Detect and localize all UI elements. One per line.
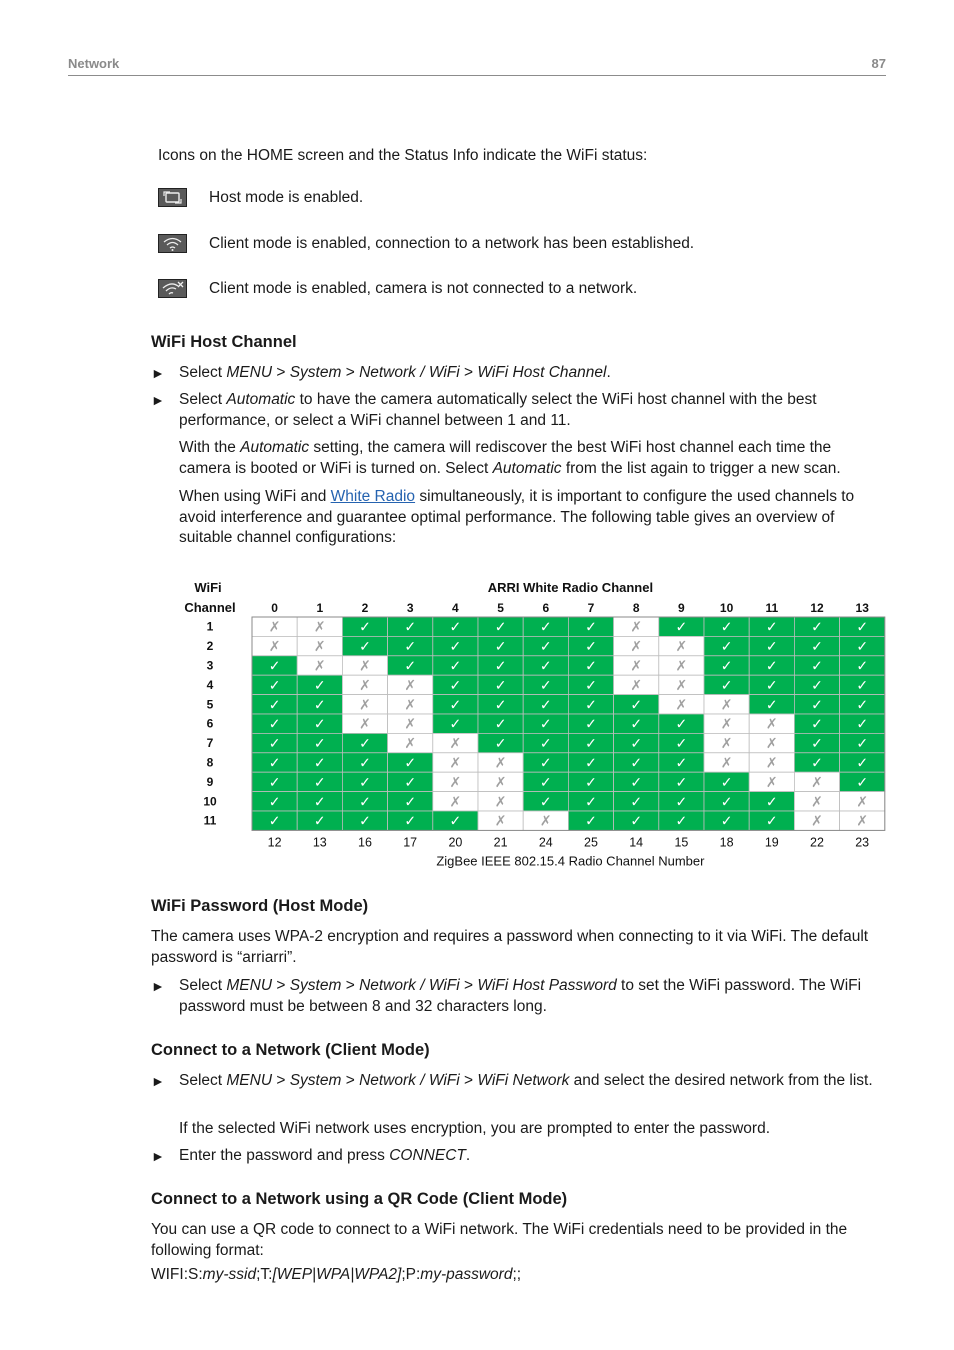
cross-icon: ✗ (720, 754, 733, 771)
check-icon: ✓ (359, 793, 371, 810)
check-icon: ✓ (630, 715, 643, 732)
check-icon: ✓ (268, 715, 281, 732)
client-step-2: Enter the password and press CONNECT. (179, 1147, 471, 1164)
check-icon: ✓ (585, 735, 597, 752)
row-label: 1 (206, 619, 214, 634)
cross-icon: ✗ (404, 696, 417, 713)
check-icon: ✓ (856, 657, 869, 674)
section-title: Network (68, 56, 120, 71)
check-icon: ✓ (856, 773, 869, 790)
column-label: 11 (765, 601, 779, 615)
cross-icon: ✗ (765, 754, 778, 771)
column-label: 6 (542, 601, 550, 615)
check-icon: ✓ (539, 773, 552, 790)
zigbee-label: 16 (358, 835, 372, 850)
bullet-icon: ► (151, 365, 165, 381)
check-icon: ✓ (585, 618, 597, 635)
check-icon: ✓ (449, 812, 462, 829)
cross-icon: ✗ (313, 638, 326, 655)
row-label: 9 (206, 774, 214, 789)
check-icon: ✓ (268, 812, 281, 829)
check-icon: ✓ (449, 676, 462, 693)
check-icon: ✓ (765, 812, 778, 829)
cross-icon: ✗ (675, 696, 688, 713)
check-icon: ✓ (811, 715, 823, 732)
check-icon: ✓ (811, 638, 823, 655)
cross-icon: ✗ (811, 773, 823, 790)
cross-icon: ✗ (630, 618, 643, 635)
column-label: 4 (452, 601, 459, 615)
bullet-icon: ► (151, 1148, 165, 1164)
check-icon: ✓ (811, 676, 823, 693)
cross-icon: ✗ (675, 657, 688, 674)
check-icon: ✓ (449, 715, 462, 732)
zigbee-label: 22 (810, 835, 824, 850)
check-icon: ✓ (811, 657, 823, 674)
cross-icon: ✗ (359, 676, 371, 693)
zigbee-label: 13 (312, 835, 327, 850)
cross-icon: ✗ (494, 812, 507, 829)
check-icon: ✓ (630, 735, 643, 752)
host-channel-step-1: Select MENU > System > Network / WiFi > WiFi Host Channel. (179, 364, 611, 381)
check-icon: ✓ (313, 696, 326, 713)
zigbee-label: 24 (538, 835, 553, 850)
cross-icon: ✗ (449, 735, 462, 752)
check-icon: ✓ (765, 696, 778, 713)
qr-heading: Connect to a Network using a QR Code (Client Mode) (151, 1190, 568, 1208)
check-icon: ✓ (268, 793, 281, 810)
check-icon: ✓ (404, 773, 417, 790)
host-channel-heading: WiFi Host Channel (151, 333, 297, 351)
check-icon: ✓ (856, 618, 869, 635)
check-icon: ✓ (585, 657, 597, 674)
client-note: If the selected WiFi network uses encryption, you are prompted to enter the password. (179, 1120, 771, 1137)
check-icon: ✓ (494, 618, 507, 635)
check-icon: ✓ (630, 793, 643, 810)
check-icon: ✓ (404, 638, 417, 655)
check-icon: ✓ (720, 812, 733, 829)
check-icon: ✓ (811, 735, 823, 752)
cross-icon: ✗ (449, 754, 462, 771)
password-text: The camera uses WPA-2 encryption and requires a password when connecting to it via WiFi. The default password is “arriarri”. (151, 928, 869, 966)
zigbee-label: 21 (493, 835, 508, 850)
column-label: 13 (855, 601, 869, 615)
cross-icon: ✗ (494, 773, 507, 790)
check-icon: ✓ (720, 638, 733, 655)
zigbee-label: 20 (448, 835, 463, 850)
zigbee-label: 14 (629, 835, 644, 850)
column-label: 3 (406, 601, 414, 615)
column-label: 8 (632, 601, 640, 615)
cross-icon: ✗ (539, 812, 552, 829)
check-icon: ✓ (720, 618, 733, 635)
check-icon: ✓ (811, 696, 823, 713)
check-icon: ✓ (856, 638, 869, 655)
check-icon: ✓ (449, 696, 462, 713)
footer-label: ZigBee IEEE 802.15.4 Radio Channel Number (436, 853, 705, 869)
row-label: 4 (206, 677, 214, 692)
row-label: 5 (206, 697, 214, 712)
check-icon: ✓ (359, 638, 371, 655)
cross-icon: ✗ (720, 715, 733, 732)
cross-icon: ✗ (765, 715, 778, 732)
column-label: 9 (678, 601, 685, 615)
check-icon: ✓ (675, 812, 688, 829)
check-icon: ✓ (313, 735, 326, 752)
check-icon: ✓ (404, 618, 417, 635)
column-label: 5 (497, 601, 504, 615)
bullet-icon: ► (151, 392, 165, 408)
check-icon: ✓ (720, 657, 733, 674)
column-label: 10 (719, 601, 734, 615)
cross-icon: ✗ (359, 696, 371, 713)
check-icon: ✓ (313, 754, 326, 771)
check-icon: ✓ (675, 618, 688, 635)
white-radio-note: When using WiFi and White Radio simultaneously, it is important to configure the used channels to avoid interference and guarantee optimal performance. The following table gives an overview of suitable channel configurations: (179, 488, 855, 546)
check-icon: ✓ (811, 754, 823, 771)
cross-icon: ✗ (856, 793, 869, 810)
row-label: 7 (206, 736, 214, 751)
column-label: 0 (271, 601, 278, 615)
check-icon: ✓ (585, 715, 597, 732)
check-icon: ✓ (539, 676, 552, 693)
check-icon: ✓ (539, 696, 552, 713)
cross-icon: ✗ (630, 638, 643, 655)
check-icon: ✓ (720, 773, 733, 790)
check-icon: ✓ (675, 735, 688, 752)
check-icon: ✓ (268, 773, 281, 790)
zigbee-label: 15 (674, 835, 689, 850)
host-channel-step-2: Select Automatic to have the camera automatically select the WiFi host channel with the best performance, or select a WiFi channel between 1 and 11. (179, 391, 817, 429)
check-icon: ✓ (268, 735, 281, 752)
cross-icon: ✗ (359, 715, 371, 732)
check-icon: ✓ (539, 715, 552, 732)
cross-icon: ✗ (675, 638, 688, 655)
cross-icon: ✗ (765, 773, 778, 790)
check-icon: ✓ (765, 618, 778, 635)
check-icon: ✓ (585, 754, 597, 771)
check-icon: ✓ (359, 754, 371, 771)
cross-icon: ✗ (811, 812, 823, 829)
check-icon: ✓ (359, 618, 371, 635)
check-icon: ✓ (765, 676, 778, 693)
check-icon: ✓ (494, 735, 507, 752)
qr-format: WIFI:S:my-ssid;T:[WEP|WPA|WPA2];P:my-password;; (151, 1266, 522, 1283)
password-heading: WiFi Password (Host Mode) (151, 897, 369, 915)
check-icon: ✓ (268, 754, 281, 771)
check-icon: ✓ (313, 676, 326, 693)
column-label: 12 (810, 601, 824, 615)
row-header-line2: Channel (184, 600, 236, 615)
check-icon: ✓ (449, 638, 462, 655)
check-icon: ✓ (494, 657, 507, 674)
check-icon: ✓ (720, 676, 733, 693)
check-icon: ✓ (675, 793, 688, 810)
column-label: 1 (316, 601, 324, 615)
check-icon: ✓ (539, 618, 552, 635)
check-icon: ✓ (494, 676, 507, 693)
check-icon: ✓ (313, 793, 326, 810)
check-icon: ✓ (449, 618, 462, 635)
row-label: 10 (203, 794, 217, 809)
check-icon: ✓ (313, 812, 326, 829)
column-header: ARRI White Radio Channel (487, 580, 654, 595)
check-icon: ✓ (359, 773, 371, 790)
wifi-disconnected-text: Client mode is enabled, camera is not connected to a network. (209, 280, 638, 297)
check-icon: ✓ (765, 793, 778, 810)
white-radio-link[interactable]: White Radio (330, 488, 416, 505)
cross-icon: ✗ (359, 657, 371, 674)
cross-icon: ✗ (404, 715, 417, 732)
check-icon: ✓ (404, 657, 417, 674)
check-icon: ✓ (630, 696, 643, 713)
zigbee-label: 25 (584, 835, 598, 850)
page-number: 87 (871, 56, 886, 71)
cross-icon: ✗ (449, 793, 462, 810)
check-icon: ✓ (856, 715, 869, 732)
cross-icon: ✗ (675, 676, 688, 693)
check-icon: ✓ (359, 735, 371, 752)
check-icon: ✓ (494, 696, 507, 713)
check-icon: ✓ (539, 638, 552, 655)
check-icon: ✓ (359, 812, 371, 829)
row-header-line1: WiFi (194, 580, 222, 595)
row-label: 2 (206, 639, 214, 654)
check-icon: ✓ (539, 793, 552, 810)
check-icon: ✓ (856, 696, 869, 713)
check-icon: ✓ (630, 773, 643, 790)
qr-text: You can use a QR code to connect to a WiFi network. The WiFi credentials need to be provided in the following format: (151, 1221, 848, 1259)
cross-icon: ✗ (494, 754, 507, 771)
row-label: 8 (206, 755, 214, 770)
check-icon: ✓ (675, 715, 688, 732)
password-step: Select MENU > System > Network / WiFi > WiFi Host Password to set the WiFi password. The WiFi password must be between 8 and 32 characters long. (179, 977, 862, 1015)
check-icon: ✓ (404, 754, 417, 771)
zigbee-label: 12 (267, 835, 282, 850)
cross-icon: ✗ (720, 735, 733, 752)
cross-icon: ✗ (720, 696, 733, 713)
check-icon: ✓ (268, 676, 281, 693)
cross-icon: ✗ (494, 793, 507, 810)
check-icon: ✓ (811, 618, 823, 635)
cross-icon: ✗ (268, 618, 281, 635)
check-icon: ✓ (765, 638, 778, 655)
check-icon: ✓ (585, 812, 597, 829)
row-label: 6 (206, 716, 214, 731)
bullet-icon: ► (151, 978, 165, 994)
check-icon: ✓ (494, 638, 507, 655)
client-heading: Connect to a Network (Client Mode) (151, 1041, 430, 1059)
check-icon: ✓ (585, 773, 597, 790)
check-icon: ✓ (675, 773, 688, 790)
bullet-icon: ► (151, 1073, 165, 1089)
cross-icon: ✗ (630, 676, 643, 693)
check-icon: ✓ (404, 812, 417, 829)
check-icon: ✓ (268, 696, 281, 713)
automatic-note: With the Automatic setting, the camera will rediscover the best WiFi host channel each time the camera is booted or WiFi is turned on. Select Automatic from the list again to trigger a new scan. (179, 439, 841, 477)
check-icon: ✓ (268, 657, 281, 674)
check-icon: ✓ (585, 696, 597, 713)
check-icon: ✓ (539, 657, 552, 674)
cross-icon: ✗ (404, 735, 417, 752)
check-icon: ✓ (630, 812, 643, 829)
row-label: 3 (206, 658, 214, 673)
check-icon: ✓ (585, 793, 597, 810)
cross-icon: ✗ (313, 618, 326, 635)
check-icon: ✓ (404, 793, 417, 810)
cross-icon: ✗ (856, 812, 869, 829)
wifi-connected-text: Client mode is enabled, connection to a network has been established. (209, 235, 695, 252)
check-icon: ✓ (539, 754, 552, 771)
check-icon: ✓ (765, 657, 778, 674)
check-icon: ✓ (313, 773, 326, 790)
check-icon: ✓ (630, 754, 643, 771)
check-icon: ✓ (539, 735, 552, 752)
check-icon: ✓ (720, 793, 733, 810)
host-mode-text: Host mode is enabled. (209, 189, 364, 206)
check-icon: ✓ (313, 715, 326, 732)
intro-text: Icons on the HOME screen and the Status Info indicate the WiFi status: (158, 147, 648, 164)
zigbee-label: 19 (764, 835, 779, 850)
zigbee-label: 17 (403, 835, 418, 850)
check-icon: ✓ (585, 638, 597, 655)
client-step-1: Select MENU > System > Network / WiFi > WiFi Network and select the desired network from the list. (179, 1072, 873, 1089)
cross-icon: ✗ (404, 676, 417, 693)
cross-icon: ✗ (811, 793, 823, 810)
check-icon: ✓ (449, 657, 462, 674)
cross-icon: ✗ (449, 773, 462, 790)
check-icon: ✓ (856, 735, 869, 752)
cross-icon: ✗ (630, 657, 643, 674)
zigbee-label: 18 (719, 835, 734, 850)
column-label: 7 (587, 601, 595, 615)
check-icon: ✓ (585, 676, 597, 693)
cross-icon: ✗ (313, 657, 326, 674)
cross-icon: ✗ (765, 735, 778, 752)
column-label: 2 (361, 601, 369, 615)
check-icon: ✓ (856, 676, 869, 693)
check-icon: ✓ (675, 754, 688, 771)
cross-icon: ✗ (268, 638, 281, 655)
check-icon: ✓ (494, 715, 507, 732)
zigbee-label: 23 (855, 835, 870, 850)
row-label: 11 (203, 813, 217, 828)
check-icon: ✓ (856, 754, 869, 771)
